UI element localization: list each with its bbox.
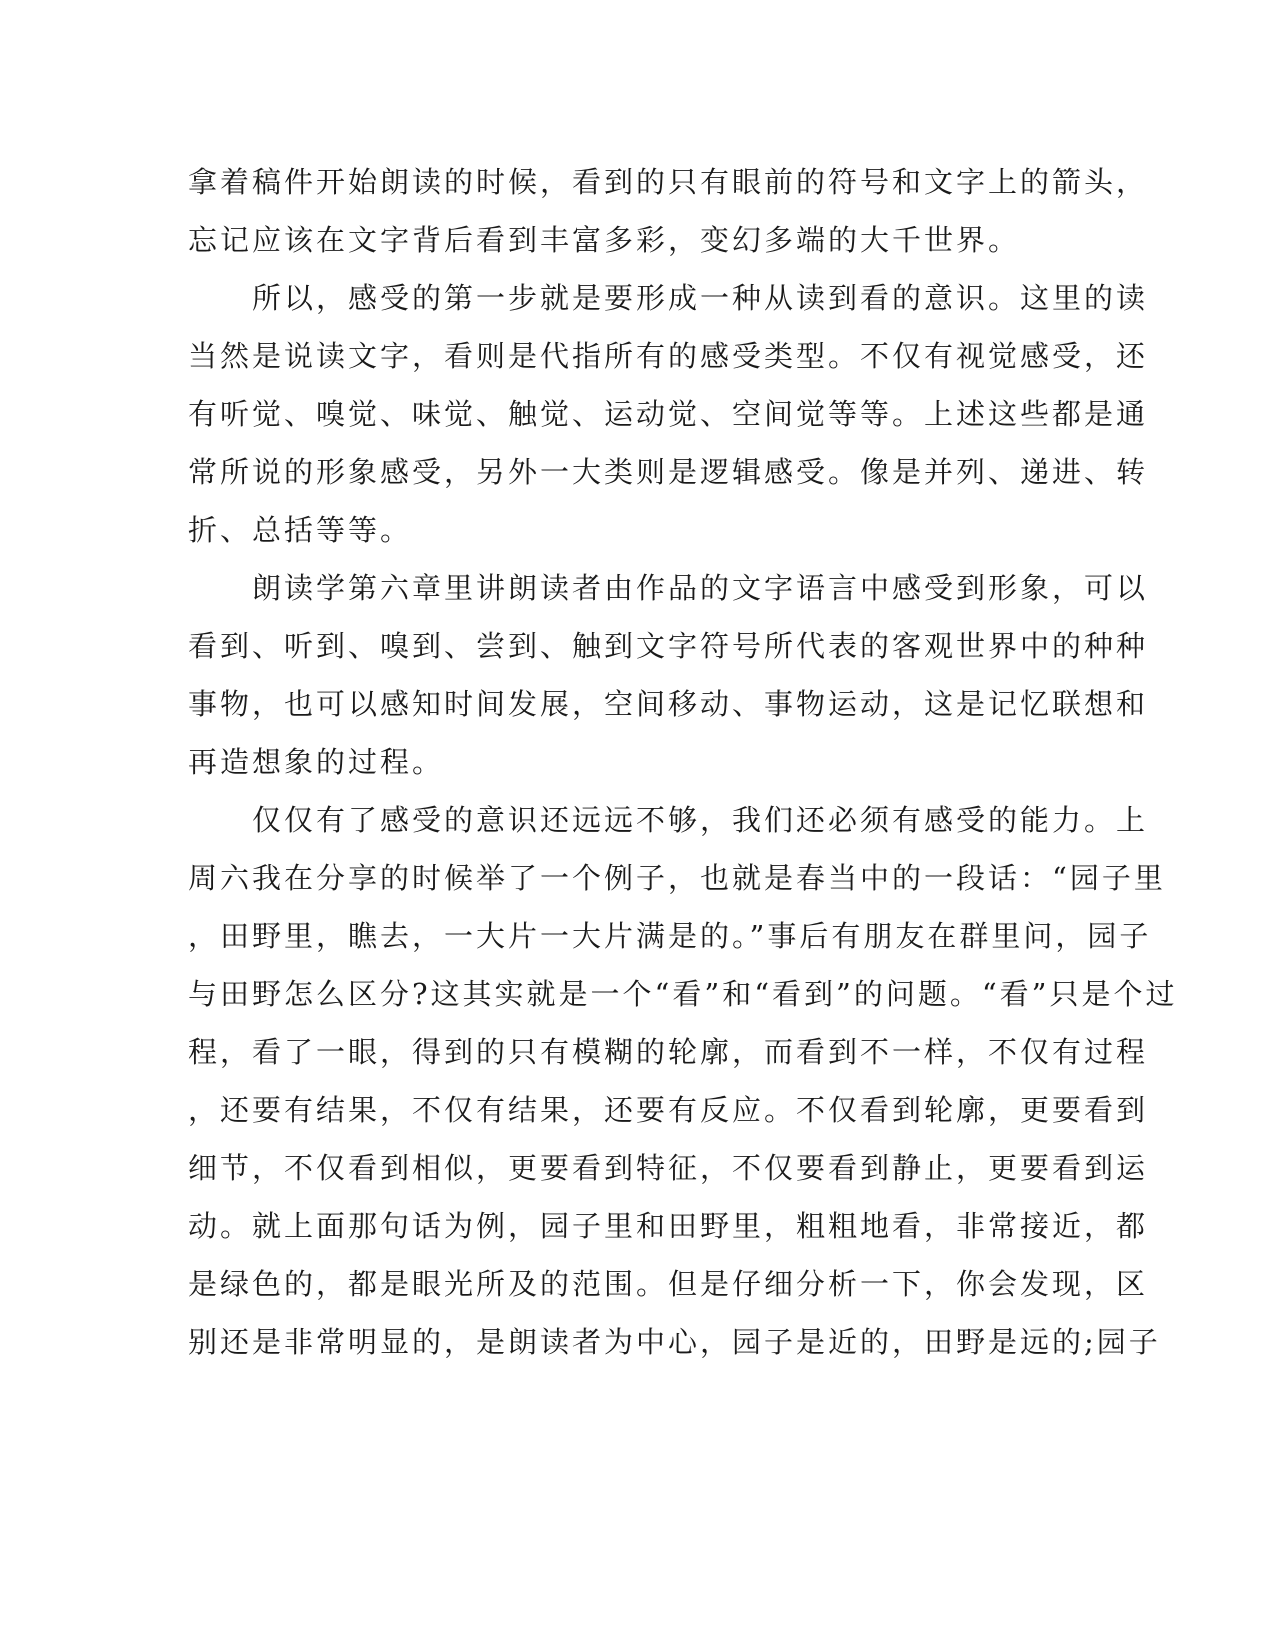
text-line: ，还要有结果，不仅有结果，还要有反应。不仅看到轮廓，更要看到 [188,1093,1149,1127]
text-line: 事物，也可以感知时间发展，空间移动、事物运动，这是记忆联想和 [188,687,1149,721]
text-line: 折、总括等等。 [188,513,413,547]
text-line: 周六我在分享的时候举了一个例子，也就是春当中的一段话：“园子里 [188,861,1166,895]
text-line: 当然是说读文字，看则是代指所有的感受类型。不仅有视觉感受，还 [188,339,1149,373]
text-line: 朗读学第六章里讲朗读者由作品的文字语言中感受到形象，可以 [188,571,1149,605]
text-line: 动。就上面那句话为例，园子里和田野里，粗粗地看，非常接近，都 [188,1209,1149,1243]
text-line: 有听觉、嗅觉、味觉、触觉、运动觉、空间觉等等。上述这些都是通 [188,397,1149,431]
text-line: ，田野里，瞧去，一大片一大片满是的。”事后有朋友在群里问，园子 [188,919,1152,953]
text-line: 是绿色的，都是眼光所及的范围。但是仔细分析一下，你会发现，区 [188,1267,1149,1301]
text-line: 再造想象的过程。 [188,745,445,779]
text-line: 细节，不仅看到相似，更要看到特征，不仅要看到静止，更要看到运 [188,1151,1149,1185]
text-line: 别还是非常明显的，是朗读者为中心，园子是近的，田野是远的;园子 [188,1325,1161,1359]
text-line: 拿着稿件开始朗读的时候，看到的只有眼前的符号和文字上的箭头， [188,165,1149,199]
text-line: 所以，感受的第一步就是要形成一种从读到看的意识。这里的读 [188,281,1149,315]
text-line: 仅仅有了感受的意识还远远不够，我们还必须有感受的能力。上 [188,803,1149,837]
text-line: 看到、听到、嗅到、尝到、触到文字符号所代表的客观世界中的种种 [188,629,1149,663]
text-line: 忘记应该在文字背后看到丰富多彩，变幻多端的大千世界。 [188,223,1021,257]
text-line: 常所说的形象感受，另外一大类则是逻辑感受。像是并列、递进、转 [188,455,1149,489]
text-line: 与田野怎么区分?这其实就是一个“看”和“看到”的问题。“看”只是个过 [188,977,1178,1011]
text-line: 程，看了一眼，得到的只有模糊的轮廓，而看到不一样，不仅有过程 [188,1035,1149,1069]
